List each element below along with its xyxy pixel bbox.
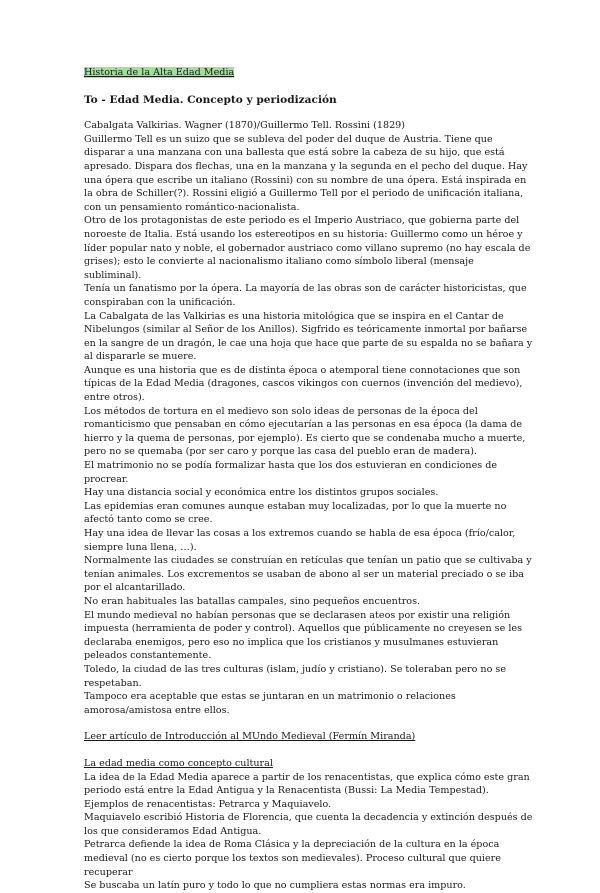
paragraph: Los métodos de tortura en el medievo son solo ideas de personas de la época del romanticismo que pensaban en cómo ejecutarían a las personas en esa época (la dama de hierro y la quema de personas, por ejemplo). Es cierto que se condenaba mucho a muerte, pero no se quemaba (por ser caro y porque las casa del pueblo eran de madera). bbox=[84, 405, 526, 458]
paragraph: Toledo, la ciudad de las tres culturas (islam, judío y cristiano). Se toleraban pero no se respetaban. bbox=[84, 663, 507, 689]
paragraph: Se buscaba un latín puro y todo lo que no cumpliera estas normas era impuro. bbox=[84, 880, 466, 892]
course-title: Historia de la Alta Edad Media bbox=[84, 67, 235, 78]
paragraph: Aunque es una historia que es de distinta época o atemporal tiene connotaciones que son típicas de la Edad Media (dragones, cascos vikingos con cuernos (invención del medievo), entre otros). bbox=[84, 364, 523, 404]
notes-block-2 bbox=[84, 771, 534, 893]
paragraph: Las epidemias eran comunes aunque estaban muy localizadas, por lo que la muerte no afectó tanto como se cree. bbox=[84, 500, 507, 526]
paragraph: El matrimonio no se podía formalizar hasta que los dos estuvieran en condiciones de procrear. bbox=[84, 460, 498, 485]
paragraph: Normalmente las ciudades se construían en retículas que tenían un patio que se cultivaba y tenían animales. Los excrementos se usaban de abono al ser un material preciado o se iba por el alcantarillado. bbox=[84, 555, 532, 594]
paragraph: Tenía un fanatismo por la ópera. La mayoría de las obras son de carácter historicistas, que conspiraban con la unificación. bbox=[84, 283, 527, 308]
reading-link[interactable]: Leer artículo de Introducción al MUndo Medieval (Fermín Miranda) bbox=[84, 731, 416, 743]
section-title: To - Edad Media. Concepto y periodización bbox=[84, 93, 337, 106]
paragraph: Tampoco era aceptable que estas se juntaran en un matrimonio o relaciones amorosa/amistosa entre ellos. bbox=[84, 691, 456, 716]
notes-block-1 bbox=[84, 119, 534, 717]
paragraph: Otro de los protagonistas de este periodo es el Imperio Austriaco, que gobierna parte del noroeste de Italia. Está usando los estereotipos en su historia: Guillermo como un héroe y líder popular nato y noble, el gobernador austriaco como villano supremo (no hay escala de grises); esto le convierte al nacionalismo italiano como símbolo liberal (mensaje subliminal). bbox=[84, 215, 531, 281]
paragraph: Hay una distancia social y económica entre los distintos grupos sociales. bbox=[84, 487, 439, 499]
paragraph: Cabalgata Valkirias. Wagner (1870)/Guillermo Tell. Rossini (1829) bbox=[84, 120, 406, 132]
paragraph: El mundo medieval no habían personas que se declarasen ateos por existir una religión impuesta (herramienta de poder y control). Aquellos que públicamente no creyesen se les declaraba enemigos, pero eso no implica que los cristianos y musulmanes estuvieran peleados constantemente. bbox=[84, 609, 522, 662]
document-body bbox=[84, 66, 534, 893]
paragraph: Petrarca defiende la idea de Roma Clásica y la depreciación de la cultura en la época medieval (no es cierto porque los textos son medievales). Proceso cultural que quiere recuperar bbox=[84, 839, 501, 878]
paragraph: La Cabalgata de las Valkirias es una historia mitológica que se inspira en el Cantar de Nibelungos (similar al Señor de los Anillos). Sigfrido es teóricamente inmortal por bañarse en la sangre de un dragón, le cae una hoja que hace que parte de su espalda no se bañara y al dispararle se muere. bbox=[84, 310, 533, 363]
paragraph: No eran habituales las batallas campales, sino pequeños encuentros. bbox=[84, 595, 421, 607]
paragraph: La idea de la Edad Media aparece a partir de los renacentistas, que explica cómo este gran periodo está entre la Edad Antigua y la Renacentista (Bussi: La Media Tempestad). Ejemplos de renacentistas: Petrarca y Maquiavelo. bbox=[84, 771, 530, 810]
subheading: La edad media como concepto cultural bbox=[84, 757, 273, 769]
paragraph: Hay una idea de llevar las cosas a los extremos cuando se habla de esa época (frío/calor, siempre luna llena, …). bbox=[84, 528, 516, 553]
paragraph: Guillermo Tell es un suizo que se subleva del poder del duque de Austria. Tiene que disparar a una manzana con una ballesta que está sobre la cabeza de su hijo, que está apresado. Dispara dos flechas, una en la manzana y la segunda en el pecho del duque. Hay una ópera que escribe un italiano (Rossini) con su nombre de una ópera. Está inspirada en la obra de Schiller(?). Rossini eligió a Guillermo Tell por el periodo de unificación italiana, con un pensamiento romántico-nacionalista. bbox=[84, 133, 528, 213]
paragraph: Maquiavelo escribió Historia de Florencia, que cuenta la decadencia y extinción después de los que consideramos Edad Antigua. bbox=[84, 812, 533, 837]
